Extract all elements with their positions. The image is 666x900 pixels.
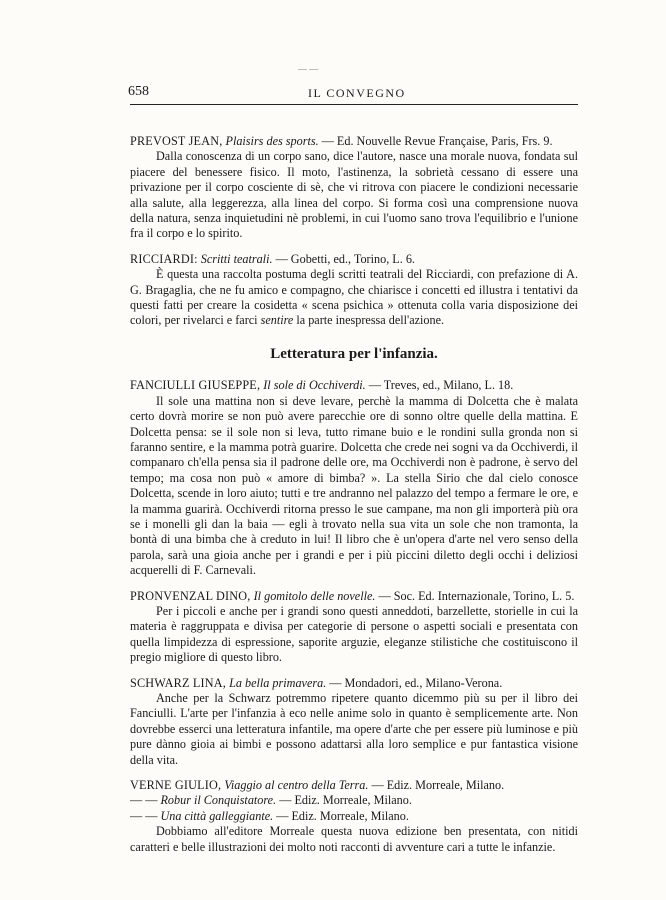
page-number: 658 — [128, 84, 149, 99]
entry-heading — [130, 778, 578, 793]
header-rule — [130, 104, 578, 105]
entry-author: VERNE GIULIO, — [130, 778, 222, 793]
entry-title: Plaisirs des sports. — [225, 134, 319, 148]
entry-heading — [130, 589, 578, 604]
entry-body: Anche per la Schwarz potremmo ripetere quanto dicemmo più su per il libro dei Fanciulli. L'arte per l'infanzia à eco nelle anime solo in quanto è semplicemente arte. Non dovrebbe esserci una letteratura infantile, ma opere d'arte che per essere più luminose e più pure dànno gioia ai bimbi e possono adattarsi alla loro semplice e pur fantastica visione della vita. — [130, 691, 578, 767]
section-heading: Letteratura per l'infanzia. — [270, 345, 438, 362]
entry-publisher: — Ediz. Morreale, Milano. — [371, 778, 505, 793]
review-entry — [130, 252, 578, 329]
entry-body: Per i piccoli e anche per i grandi sono questi anneddoti, barzellette, storielle in cui la materia è raggruppata e divisa per categorie di persone o aspetti sociali e presentata con quella limpidezza di espressione, saporite arguzie, eleganze stilistiche che costituiscono il pregio migliore di questo libro. — [130, 603, 578, 665]
review-entry — [130, 676, 578, 768]
review-entry — [130, 589, 578, 666]
entry-body: Dalla conoscenza di un corpo sano, dice l'autore, nasce una morale nuova, fondata sul piacere del benessere fisico. Il moto, l'astinenza, la sobrietà cessano di essere una privazione per il corpo cosciente di sè, che vi ritrova con piacere le condizioni necessarie alla salute, alla leggerezza, alla linea del corpo. Si forma così una comprensione nuova della natura, senza inquietudini nè problemi, in cui l'uomo sano trova l'equilibrio e l'unione fra il corpo e lo spirito. — [130, 149, 578, 241]
entry-title: La bella primavera. — [229, 675, 327, 690]
subline-title: Una città galleggiante. — [160, 808, 274, 823]
entry-author: SCHWARZ LINA, — [130, 675, 227, 690]
page-content — [130, 134, 578, 865]
page-header — [128, 60, 578, 100]
entry-publisher: — Gobetti, ed., Torino, L. 6. — [275, 251, 415, 266]
entry-heading — [130, 252, 578, 267]
subline-title: Robur il Conquistatore. — [160, 793, 277, 808]
entry-author: PREVOST JEAN, — [130, 134, 223, 148]
entry-author: FANCIULLI GIUSEPPE, — [130, 378, 261, 393]
entry-body-part: la parte inespressa dell'azione. — [293, 313, 445, 328]
entry-body — [130, 267, 578, 329]
page — [128, 60, 578, 854]
review-entry — [130, 134, 578, 242]
running-title: IL CONVEGNO — [308, 86, 406, 100]
subline-publisher: — Ediz. Morreale, Milano. — [276, 808, 409, 823]
header-mark: — — — [298, 64, 319, 74]
review-entry — [130, 378, 578, 578]
review-entry — [130, 778, 578, 855]
entry-heading — [130, 676, 578, 691]
subline-prefix: — — — [130, 808, 158, 823]
entry-publisher: — Soc. Ed. Internazionale, Torino, L. 5. — [378, 588, 575, 603]
entry-title: Scritti teatrali. — [200, 251, 273, 266]
entry-title: Viaggio al centro della Terra. — [224, 778, 369, 793]
entry-publisher: — Treves, ed., Milano, L. 18. — [368, 378, 514, 393]
entry-body-part: È questa una raccolta postuma degli scritti teatrali del Ricciardi, con prefazione di A. G. Bragaglia, che ne fu amico e compagno, che chiarisce i concetti ed illustra i tentativi da questi fatti per creare la cosidetta « scena psichica » ottenuta colla varia disposizione dei colori, per rivelarci e farci — [130, 267, 578, 328]
entry-heading — [130, 378, 578, 393]
entry-title: Il gomitolo delle novelle. — [253, 588, 376, 603]
entry-subline — [130, 809, 578, 824]
subline-publisher: — Ediz. Morreale, Milano. — [279, 793, 412, 808]
entry-publisher: — Mondadori, ed., Milano-Verona. — [329, 675, 503, 690]
entry-body: Il sole una mattina non si deve levare, perchè la mamma di Dolcetta che è malata certo dovrà morire se non può avere parecchie ore di sonno oltre quelle della mattina. E Dolcetta pensa: se il sole non si leva, tutto rimane buio e le rondini sulla gronda non si faranno sentire, e la mamma potrà guarire. Dolcetta che crede nei sogni va da Occhiverdi, il companaro ch'ella pensa sia il padrone delle ore, ma Occhiverdi non è padrone, è servo del tempo; ma cosa non può « amore di bimba? ». La stella Sirio che dal cielo conosce Dolcetta, scende in loro aiuto; tutti e tre andranno nel palazzo del tempo a fermare le ore, e la mamma guarirà. Occhiverdi ritorna presso le sue campane, ma non gli importerà più ora se i monelli gli dan la baia — egli à trovato nella sua vita un sole che non tramonta, la bontà di una bimba che à creduto in lui! Il libro che è un'opera d'arte nel vero senso della parola, sarà una gioia anche per i grandi e per i più piccini diletto degli occhi i deliziosi acquerelli di F. Carnevali. — [130, 393, 578, 578]
entry-body-emphasis: sentire — [260, 313, 294, 328]
entry-heading — [130, 134, 578, 149]
entry-title: Il sole di Occhiverdi. — [263, 378, 366, 393]
entry-body: Dobbiamo all'editore Morreale questa nuova edizione ben presentata, con nitidi caratteri e belle illustrazioni dei molto noti racconti di avventure cari a tutte le infanzie. — [130, 824, 578, 854]
entry-publisher: — Ed. Nouvelle Revue Française, Paris, Frs. 9. — [321, 134, 553, 148]
entry-author: PRONVENZAL DINO, — [130, 588, 251, 603]
entry-author: RICCIARDI: — [130, 251, 198, 266]
subline-prefix: — — — [130, 793, 158, 808]
entry-subline — [130, 793, 578, 808]
